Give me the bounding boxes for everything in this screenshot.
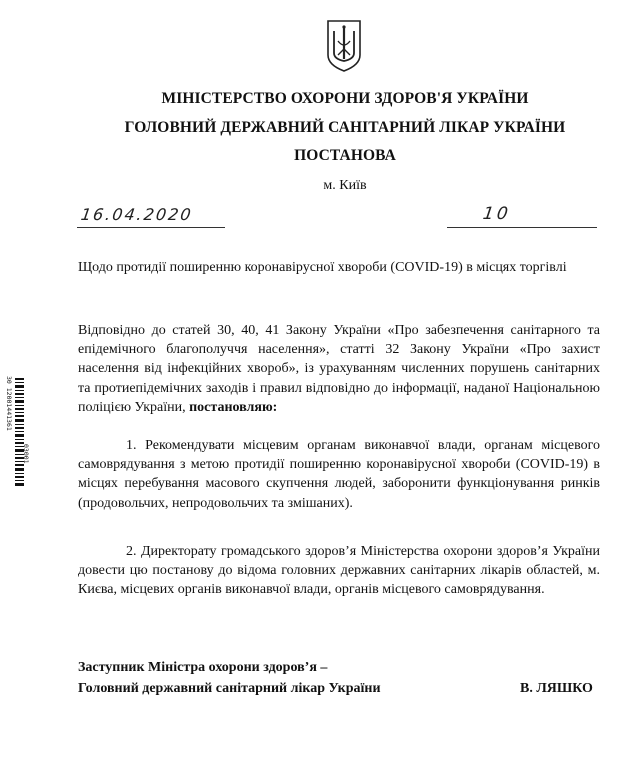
preamble-text: Відповідно до статей 30, 40, 41 Закону України «Про забезпечення санітарного та епідемічного благополуччя населення», статті 32 Закону України «Про захист населення від інфекційних хвороб», із урахуванням численних порушень санітарних та протиепідемічних заходів і правил відповідно до інформації, наданої Національною поліцією України, bbox=[78, 323, 600, 415]
official-title: ГОЛОВНИЙ ДЕРЖАВНИЙ САНІТАРНИЙ ЛІКАР УКРАЇНИ bbox=[124, 119, 566, 136]
item-2-paragraph: 2. Директорату громадського здоров’я Міністерства охорони здоров’я України довести цю постанову до відома головних державних санітарних лікарів областей, м. Києва, місцевих органів виконавчої влади, органів місцевого самоврядування. bbox=[78, 544, 600, 598]
item-1-paragraph: 1. Рекомендувати місцевим органам виконавчої влади, органам місцевого самоврядування з метою протидії поширенню коронавірусної хвороби (COVID-19) в місцях перебування масового скупчення людей, заборонити функціонування ринків (продовольчих, непродовольчих та змішаних). bbox=[78, 438, 600, 511]
signatory-name: В. ЛЯШКО bbox=[520, 681, 593, 696]
number-field bbox=[447, 204, 597, 228]
preamble-paragraph bbox=[78, 321, 600, 417]
city-line: м. Київ bbox=[323, 178, 367, 193]
tryzub-icon bbox=[326, 19, 362, 73]
barcode-icon bbox=[15, 376, 24, 488]
date-field bbox=[77, 207, 225, 228]
ministry-name: МІНІСТЕРСТВО ОХОРОНИ ЗДОРОВ'Я УКРАЇНИ bbox=[161, 90, 529, 107]
barcode-code: 03001 bbox=[22, 444, 30, 464]
document-type: ПОСТАНОВА bbox=[294, 147, 396, 164]
document-subject: Щодо протидії поширенню коронавірусної хвороби (COVID-19) в місцях торгівлі bbox=[78, 260, 567, 275]
barcode-number: 30 12001441361 bbox=[5, 376, 13, 431]
handwritten-date: 16.04.2020 bbox=[79, 205, 194, 224]
signatory-title-line-1: Заступник Міністра охорони здоров’я – bbox=[78, 660, 328, 675]
resolution-word: постановляю: bbox=[189, 399, 278, 415]
barcode bbox=[7, 376, 29, 488]
signatory-title bbox=[78, 657, 381, 699]
handwritten-number: 10 bbox=[481, 204, 513, 224]
signatory-title-line-2: Головний державний санітарний лікар України bbox=[78, 681, 381, 696]
